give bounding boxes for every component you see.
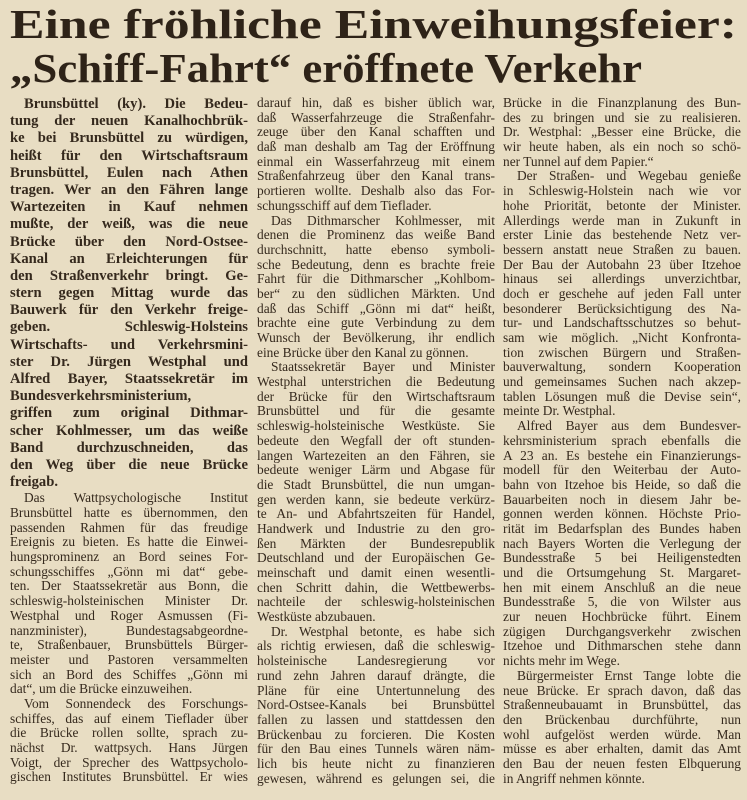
text-line: Allerdings werde man in Zukunft in xyxy=(503,212,741,228)
text-line: Vom Sonnendeck des Forschungs- xyxy=(24,695,248,711)
text-line: die Brücke rollen sollte, sprach zu- xyxy=(10,725,248,741)
text-line: bauverwaltung, sondern Kooperation xyxy=(503,359,741,375)
text-line: tragen. Wer an den Fähren lange xyxy=(10,181,248,198)
text-line: lich bis heute nicht zu finanzieren xyxy=(257,755,495,771)
text-line: einmal ein Wasserfahrzeug mit einem xyxy=(257,153,495,169)
text-line: und die Ortsumgehung St. Margaret- xyxy=(503,565,741,580)
text-line: chen Schritt dahin, die Wettbewerbs- xyxy=(257,579,495,595)
text-line: in Angriff nehmen könnte. xyxy=(503,770,645,786)
text-line: langen Wartezeiten an den Fähren, sie xyxy=(257,447,495,463)
text-line: Band durchzuschneiden, das xyxy=(10,439,248,456)
text-line: Bürgermeister Ernst Tange lobte die xyxy=(517,667,741,683)
body-paragraph xyxy=(257,214,495,361)
text-line: die Stadt Brunsbüttel, die nun umgan- xyxy=(257,476,495,492)
text-line: bessern anstatt neue Straßen zu bauen. xyxy=(503,241,741,257)
text-line: ke bei Brunsbüttel zu würdigen, xyxy=(10,130,248,147)
text-line: bedeute den Wegfall der oft stunden- xyxy=(257,432,495,448)
text-line: A 23 an. Es bestehe ein Finanzierungs- xyxy=(503,447,741,463)
text-line: meinte Dr. Westphal. xyxy=(503,403,616,419)
text-line: dat“, um die Brücke einzuweihen. xyxy=(10,681,193,697)
text-line: holsteinische Landesregierung vor xyxy=(257,653,495,669)
text-line: bedeute weniger Lärm und Abgase für xyxy=(257,462,495,478)
text-line: wir heute haben, als ein noch so schö- xyxy=(503,139,741,155)
body-paragraph xyxy=(503,169,741,419)
text-line: Der Straßen- und Wegebau genieße xyxy=(517,168,741,184)
text-line: hinaus sei allerdings unverzichtbar, xyxy=(503,271,741,287)
body-paragraph xyxy=(10,697,248,785)
text-line: Brückenbau zu forcieren. Die Kosten xyxy=(257,726,495,742)
text-line: geben. Schleswig-Holsteins xyxy=(10,319,248,336)
text-line: ster Dr. Jürgen Westphal und xyxy=(10,353,248,370)
text-line: Westküste abzubauen. xyxy=(257,609,376,625)
text-line: eine Brücke über den Kanal zu gönnen. xyxy=(257,344,469,360)
text-line: gonnen werden können. Höchste Prio- xyxy=(503,506,741,522)
text-line: heißt für den Wirtschaftsraum xyxy=(10,147,248,164)
text-line: hen mit einem Anschluß an die neue xyxy=(503,579,741,595)
text-line: erster Linie das bestehende Netz ver- xyxy=(503,227,741,243)
text-line: meinschaft und damit einen wesentli- xyxy=(257,565,495,580)
text-line: Handwerk und Industrie zu den gro- xyxy=(257,520,495,536)
text-line: tur- und Landschaftsschutzes so behut- xyxy=(503,315,741,331)
text-line: daß man deshalb am Tag der Eröffnung xyxy=(257,139,495,155)
text-line: Westphal und Roger Asmussen (Fi- xyxy=(10,607,248,623)
text-line: Das Dithmarscher Kohlmesser, mit xyxy=(271,212,495,228)
text-line: tung der neuen Kanalhochbrük- xyxy=(10,113,248,130)
text-line: Kanal an Erleichterungen für xyxy=(10,250,248,267)
text-line: Bundesstraße 5 bei Heiligenstedten xyxy=(503,550,741,566)
text-line: bahn von Itzehoe bis Heide, so daß die xyxy=(503,476,741,492)
text-line: schungsschiffes „Gönn mi dat“ gebe- xyxy=(10,563,248,579)
text-line: Dr. Westphal betonte, es habe sich xyxy=(271,623,495,639)
text-line: Alfred Bayer, Staatssekretär im xyxy=(10,371,248,387)
text-line: Ereignis zu bieten. Es hatte die Einwei- xyxy=(10,534,248,550)
text-line: nachteile der schleswig-holsteinischen xyxy=(257,594,495,610)
body-paragraph xyxy=(503,669,741,787)
text-line: kehrsministerium sprach ebenfalls die xyxy=(503,432,741,448)
text-line: freigab. xyxy=(10,474,58,491)
text-line: stern gegen Mittag wurde das xyxy=(10,285,248,302)
text-line: neue Brücke. Er sprach davon, daß das xyxy=(503,682,741,698)
text-line: sich an Bord des Schiffes „Gönn mi xyxy=(10,666,248,682)
body-paragraph xyxy=(503,419,741,669)
text-line: den Bau der neuen festen Elbquerung xyxy=(503,755,741,771)
text-line: müsse es aber erhalten, damit das Amt xyxy=(503,741,741,757)
text-line: meister und Pastoren versammelten xyxy=(10,651,248,667)
text-line: ber“ zu den südlichen Märkten. Und xyxy=(257,285,495,301)
text-line: Pläne für eine Untertunnelung des xyxy=(257,682,495,698)
text-line: Brunsbüttel, Eulen nach Athen xyxy=(10,164,248,181)
text-line: durchschnitt, hatte ebenso symboli- xyxy=(257,241,495,257)
text-line: daß Wasserfahrzeuge die Straßenfahr- xyxy=(257,109,495,125)
text-line: Wirtschafts- und Verkehrsmini- xyxy=(10,336,248,353)
lead-paragraph xyxy=(10,96,248,491)
text-line: Das Wattpsychologische Institut xyxy=(24,490,248,506)
text-line: hungsprominenz an Bord seines For- xyxy=(10,549,248,565)
text-line: Bundesverkehrsministerium, xyxy=(10,388,192,405)
text-line: griffen zum original Dithmar- xyxy=(10,405,248,422)
body-paragraph xyxy=(10,491,248,697)
text-line: Straßenneubauamt in Brunsbüttel, das xyxy=(503,697,741,713)
text-line: den Straßenverkehr bringt. Ge- xyxy=(10,267,248,284)
text-line: schleswig-holsteinische Westküste. Sie xyxy=(257,418,495,434)
text-line: te, Straßenbauer, Brunsbüttels Bürger- xyxy=(10,637,248,653)
text-line: tablen Lösungen muß die Devise sein“, xyxy=(503,388,741,404)
text-line: besonderer Berücksichtigung des Na- xyxy=(503,300,741,316)
text-line: als richtig erwiesen, daß die schleswig- xyxy=(257,638,495,654)
text-line: sche Bedeutung, denn es brachte freie xyxy=(257,256,495,272)
article-column-3 xyxy=(503,96,741,786)
text-line: zügigen Durchgangsverkehr zwischen xyxy=(503,623,741,639)
text-line: Brunsbüttel (ky). Die Bedeu- xyxy=(24,96,248,112)
text-line: nichts mehr im Wege. xyxy=(503,653,620,669)
text-line: Straßenfahrzeug über den Kanal trans- xyxy=(257,168,495,184)
text-line: Itzehoe und Dithmarschen stehe dann xyxy=(503,638,741,654)
text-line: in Schleswig-Holstein nach wie vor xyxy=(503,183,741,199)
text-line: schungsschiff auf dem Tieflader. xyxy=(257,197,432,213)
text-line: Brunsbüttel und für die gesamte xyxy=(257,403,495,419)
text-line: denen die Prominenz das weiße Band xyxy=(257,227,495,243)
body-paragraph xyxy=(257,360,495,624)
text-line: Der Bau der Autobahn 23 über Itzehoe xyxy=(503,256,741,272)
text-line: scher Kohlmesser, um das weiße xyxy=(10,422,248,439)
text-line: Brunsbüttel hatte es übernommen, den xyxy=(10,505,248,520)
text-line: Alfred Bayer aus dem Bundesver- xyxy=(517,418,741,434)
text-line: zeuge über den Kanal schafften und xyxy=(257,124,495,140)
text-line: Staatssekretär Bayer und Minister xyxy=(271,359,495,375)
text-line: daß das Schiff „Gönn mi dat“ heißt, xyxy=(257,300,495,316)
text-line: ßen Märkten der Bundesrepublik xyxy=(257,535,495,551)
body-paragraph xyxy=(257,625,495,787)
article-column-2 xyxy=(257,96,495,786)
text-line: für den Bau eines Tunnels wären näm- xyxy=(257,741,495,757)
text-line: Dr. Westphal: „Besser eine Brücke, die xyxy=(503,124,741,140)
text-line: gischen Institutes Brunsbüttel. Er wies xyxy=(10,769,248,785)
text-line: Bundesstraße 5, die von Wilster aus xyxy=(503,594,741,610)
text-line: Deutschland und der Europäischen Ge- xyxy=(257,550,495,566)
text-line: tion zwischen Bürgern und Straßen- xyxy=(503,344,741,360)
text-line: Wartezeiten in Kauf nehmen xyxy=(10,199,248,216)
text-line: Brücke in die Finanzplanung des Bun- xyxy=(503,95,741,110)
headline-line-1: Eine fröhliche Einweihungsfeier: xyxy=(10,1,737,47)
text-line: Brücke über den Nord-Ostsee- xyxy=(10,233,248,250)
text-line: den Brückenbau durchführte, nun xyxy=(503,711,741,727)
text-line: ten. Der Staatssekretär aus Bonn, die xyxy=(10,578,248,594)
text-line: Westphal unterstrichen die Bedeutung xyxy=(257,374,495,390)
text-line: den Weg über die neue Brücke xyxy=(10,456,248,473)
text-line: gen werden kann, sie bedeute verkürz- xyxy=(257,491,495,507)
text-line: sam wie möglich. „Nicht Konfronta- xyxy=(503,330,741,345)
text-line: ner Tunnel auf dem Papier.“ xyxy=(503,153,654,169)
text-line: gewesen, während es gelungen sei, die xyxy=(257,770,495,786)
text-line: nanzminister), Bundestagsabgeordne- xyxy=(10,622,248,638)
text-line: und gemeinsames Suchen nach akzep- xyxy=(503,374,741,390)
text-line: der Brücke für den Wirtschaftsraum xyxy=(257,388,495,404)
text-line: Voigt, der Sprecher des Wattpsycholo- xyxy=(10,754,248,770)
text-line: darauf hin, daß es bisher üblich war, xyxy=(257,95,495,110)
text-line: wohl aufgelöst werden würde. Man xyxy=(503,726,741,742)
text-line: rund zehn Jahren darauf drängte, die xyxy=(257,667,495,683)
text-line: Bauwerk für den Verkehr freige- xyxy=(10,302,248,319)
body-paragraph xyxy=(257,96,495,214)
text-line: Bauarbeiten noch in diesem Jahr be- xyxy=(503,491,741,507)
text-line: brachte eine gute Verbindung zu dem xyxy=(257,315,495,331)
text-line: hohe Priorität, betonte der Minister. xyxy=(503,197,741,213)
text-line: zur neuen Hochbrücke führt. Einem xyxy=(503,609,741,625)
text-line: schleswig-holsteinischen Minister Dr. xyxy=(10,593,248,609)
text-line: Wunsch der Bevölkerung, ihr endlich xyxy=(257,330,495,345)
headline-line-2: „Schiff-Fahrt“ eröffnete Verkehr xyxy=(10,45,643,91)
text-line: Nord-Ostsee-Kanals bei Brunsbüttel xyxy=(257,697,495,713)
text-line: passenden Rahmen für das freudige xyxy=(10,519,248,535)
text-line: doch er geschehe auf jeden Fall unter xyxy=(503,285,741,301)
text-line: nächst Dr. wattpsych. Hans Jürgen xyxy=(10,740,248,755)
text-line: rität im Bedarfsplan des Bundes haben xyxy=(503,520,741,536)
text-line: des zu bringen und sie zu realisieren. xyxy=(503,109,741,125)
text-line: schiffes, das auf einem Tieflader über xyxy=(10,710,248,726)
text-line: Fahrt für die Dithmarscher „Kohlbom- xyxy=(257,271,495,287)
text-line: portieren wollte. Deshalb also das For- xyxy=(257,183,495,199)
article-column-1 xyxy=(10,96,248,785)
text-line: fallen zu lassen und stattdessen den xyxy=(257,711,495,727)
text-line: nach Bayers Worten die Verlegung der xyxy=(503,535,741,551)
text-line: modell für den Weiterbau der Auto- xyxy=(503,462,741,478)
text-line: mußte, der weiß, was die neue xyxy=(10,216,248,233)
body-paragraph xyxy=(503,96,741,169)
text-line: te An- und Abfahrtszeiten für Handel, xyxy=(257,506,495,522)
